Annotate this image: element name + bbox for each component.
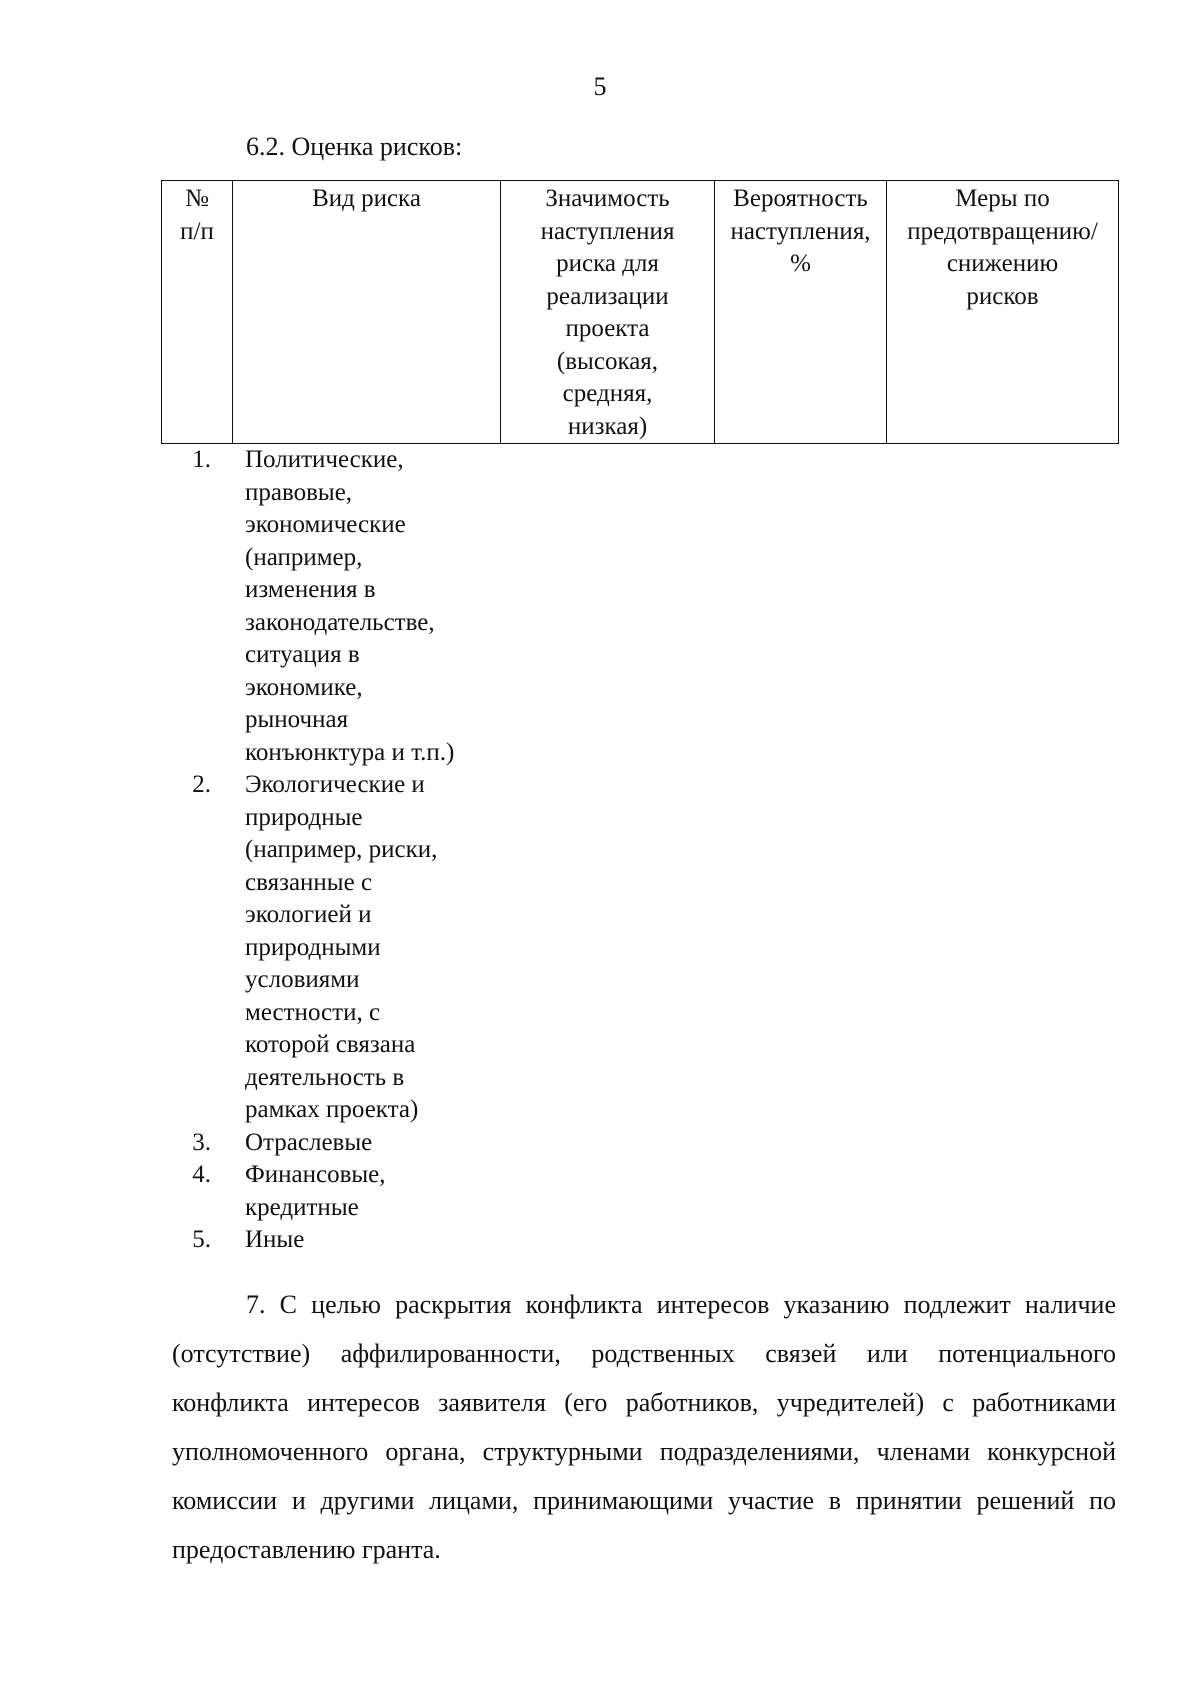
risk-text: Финансовые, кредитные bbox=[245, 1161, 386, 1221]
risk-number: 1. bbox=[192, 446, 211, 473]
header-measures bbox=[887, 181, 1119, 444]
risk-number: 3. bbox=[192, 1128, 211, 1156]
list-item bbox=[161, 1127, 581, 1160]
risk-text: Иные bbox=[245, 1226, 305, 1253]
header-probability bbox=[715, 181, 887, 444]
header-number bbox=[162, 181, 233, 444]
header-probability-label: Вероятность наступления, % bbox=[730, 185, 871, 277]
header-significance bbox=[501, 181, 715, 444]
risk-text: Политические, правовые, экономические (например, изменения в законодательстве, ситуация в экономике, рыночная конъюнктура и т.п.) bbox=[245, 446, 455, 766]
header-risk-kind-label: Вид риска bbox=[312, 185, 421, 212]
section-heading: 6.2. Оценка рисков: bbox=[246, 132, 463, 161]
conflict-of-interest-paragraph: 7. С целью раскрытия конфликта интересов указанию подлежит наличие (отсутствие) аффилированности, родственных связей или потенциального конфликта интересов заявителя (его работников, учредителей) с работниками уполномоченного органа, структурными подразделениями, членами конкурсной комиссии и другими лицами, принимающими участие в принятии решений по предоставлению гранта. bbox=[172, 1290, 1116, 1564]
risk-number: 4. bbox=[192, 1161, 211, 1188]
list-item bbox=[161, 1224, 581, 1257]
list-item bbox=[161, 769, 581, 1127]
risk-number: 2. bbox=[192, 771, 211, 798]
page-number: 5 bbox=[593, 72, 607, 101]
risk-text: Отраслевые bbox=[245, 1128, 373, 1156]
header-number-label: № п/п bbox=[180, 185, 214, 245]
risk-list bbox=[161, 444, 581, 1257]
header-measures-label: Меры по предотвращению/ снижению рисков bbox=[907, 185, 1098, 310]
list-item bbox=[161, 1159, 581, 1224]
header-risk-kind bbox=[233, 181, 501, 444]
header-significance-label: Значимость наступления риска для реализации проекта (высокая, средняя, низкая) bbox=[540, 185, 675, 440]
list-item bbox=[161, 444, 581, 769]
risk-number: 5. bbox=[192, 1226, 211, 1253]
table-header-row bbox=[162, 181, 1119, 444]
risk-table-header bbox=[161, 180, 1119, 444]
risk-text: Экологические и природные (например, риски, связанные с экологией и природными условиями местности, с которой связана деятельность в рамках проекта) bbox=[245, 771, 438, 1123]
